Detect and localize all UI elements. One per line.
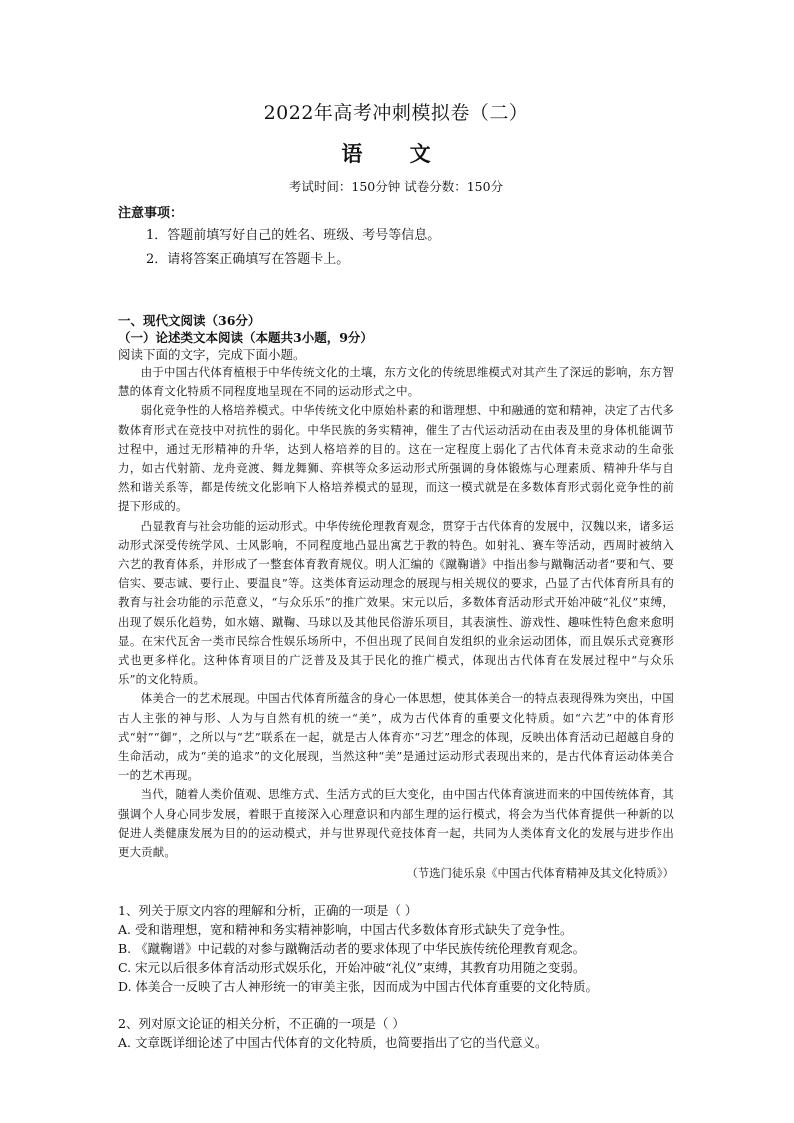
exam-info: 考试时间：150分钟 试卷分数：150分 — [288, 179, 504, 194]
answer-option-a: A. 文章既详细论述了中国古代体育的文化特质，也简要指出了它的当代意义。 — [118, 1035, 548, 1051]
exam-page — [118, 100, 674, 1052]
answer-option-b: B. 《蹴鞠谱》中记载的对参与蹴鞠活动者的要求体现了中华民族传统伦理教育观念。 — [118, 941, 586, 957]
passage-paragraph: 体美合一的艺术展现。中国古代体育所蕴含的身心一体思想，使其体美合一的特点表现得殊为突出，中国古人主张的神与形、人为与自然有机的统一“美”，成为古代体育的重要文化特质。如“六艺”中的体育形式“射”“御”，之所以与“艺”联系在一起，就是古人体育亦“习艺”理念的体现，反映出体育活动已超越自身的生命活动，成为“美的追求”的文化展现，当然这种“美”是通过运动形式表现出来的，是古代体育运动体美合一的艺术再现。 — [118, 691, 674, 783]
passage-paragraph: 由于中国古代体育植根于中华传统文化的土壤，东方文化的传统思维模式对其产生了深远的影响，东方智慧的体育文化特质不同程度地呈现在不同的运动形式之中。 — [118, 365, 674, 399]
subject-title: 语 文 — [341, 141, 451, 166]
subsection-heading: （一）论述类文本阅读（本题共3小题，9分） — [118, 330, 373, 345]
question-stem: 1、列关于原文内容的理解和分析，正确的一项是（ ） — [118, 903, 418, 919]
answer-option-c: C. 宋元以后很多体育活动形式娱乐化，开始冲破“礼仪”束缚，其教育功用随之变弱。 — [118, 960, 586, 976]
passage-paragraph: 弱化竞争性的人格培养模式。中华传统文化中原始朴素的和谐理想、中和融通的宽和精神，决定了古代多数体育形式在竞技中对抗性的弱化。中华民族的务实精神，催生了古代运动活动在由表及里的身体机能调节过程中，通过无形精神的升华，达到人格培养的目的。这在一定程度上弱化了古代体育未竞求动的生命张力，如古代射箭、龙舟竞渡、舞龙舞狮、弈棋等众多运动形式所强调的身体锻炼与心理素质、精神升华与自然和谐关系等，都是传统文化影响下人格培养模式的显现，而这一模式就是在多数体育形式弱化竞争性的前提下形成的。 — [118, 403, 674, 514]
passage-paragraph: 凸显教育与社会功能的运动形式。中华传统伦理教育观念，贯穿于古代体育的发展中，汉魏以来，诸多运动形式深受传统学风、士风影响，不同程度地凸显出寓艺于教的特色。如射礼、赛车等活动，西周时被纳入六艺的教育体系，并形成了一整套体育教育规仪。明人汇编的《蹴鞠谱》中指出参与蹴鞠活动者“要和气、要信实、要志诚、要行止、要温良”等。这类体育运动理念的展现与相关规仪的要求，凸显了古代体育所具有的教育与社会功能的示范意义，“与众乐乐”的推广效果。宋元以后，多数体育活动形式开始冲破“礼仪”束缚，出现了娱乐化趋势，如水嬉、蹴鞠、马球以及其他民俗游乐项目，其表演性、游戏性、趣味性特色愈来愈明显。在宋代瓦舍一类市民综合性娱乐场所中，不但出现了民间自发组织的业余运动团体，而且娱乐式竞赛形式也更多样化。这种体育项目的广泛普及及其于民化的推广模式，体现出古代体育在发展过程中“与众乐乐”的文化特质。 — [118, 518, 674, 687]
passage-paragraph: 当代，随着人类价值观、思维方式、生活方式的巨大变化，由中国古代体育演进而来的中国传统体育，其强调个人身心同步发展，着眼于直接深入心理意识和内部生理的运行模式，将会为当代体育提供一种新的以促进人类健康发展为目的的运动模式，并与世界现代竞技体育一起，共同为人类体育文化的发展与进步作出更大贡献。 — [118, 787, 674, 860]
question-2 — [118, 1014, 674, 1052]
notice-heading: 注意事项： — [118, 206, 184, 221]
notice-item: 1．答题前填写好自己的姓名、班级、考号等信息。 — [146, 228, 441, 243]
notice-item: 2．请将答案正确填写在答题卡上。 — [146, 252, 350, 267]
exam-title: 2022年高考冲刺模拟卷（二） — [263, 102, 529, 124]
question-1 — [118, 901, 674, 996]
reading-instruction: 阅读下面的文字，完成下面小题。 — [118, 347, 306, 362]
section-heading: 一、现代文阅读（36分） — [118, 313, 261, 328]
answer-option-d: D. 体美合一反映了古人神形统一的审美主张，因而成为中国古代体育重要的文化特质。 — [118, 979, 599, 995]
question-stem: 2、列对原文论证的相关分析，不正确的一项是（ ） — [118, 1016, 405, 1032]
passage-source: （节选门徒乐泉《中国古代体育精神及其文化特质》） — [406, 866, 674, 881]
answer-option-a: A. 受和谐理想，宽和精神和务实精神影响，中国古代多数体育形式缺失了竞争性。 — [118, 922, 573, 938]
